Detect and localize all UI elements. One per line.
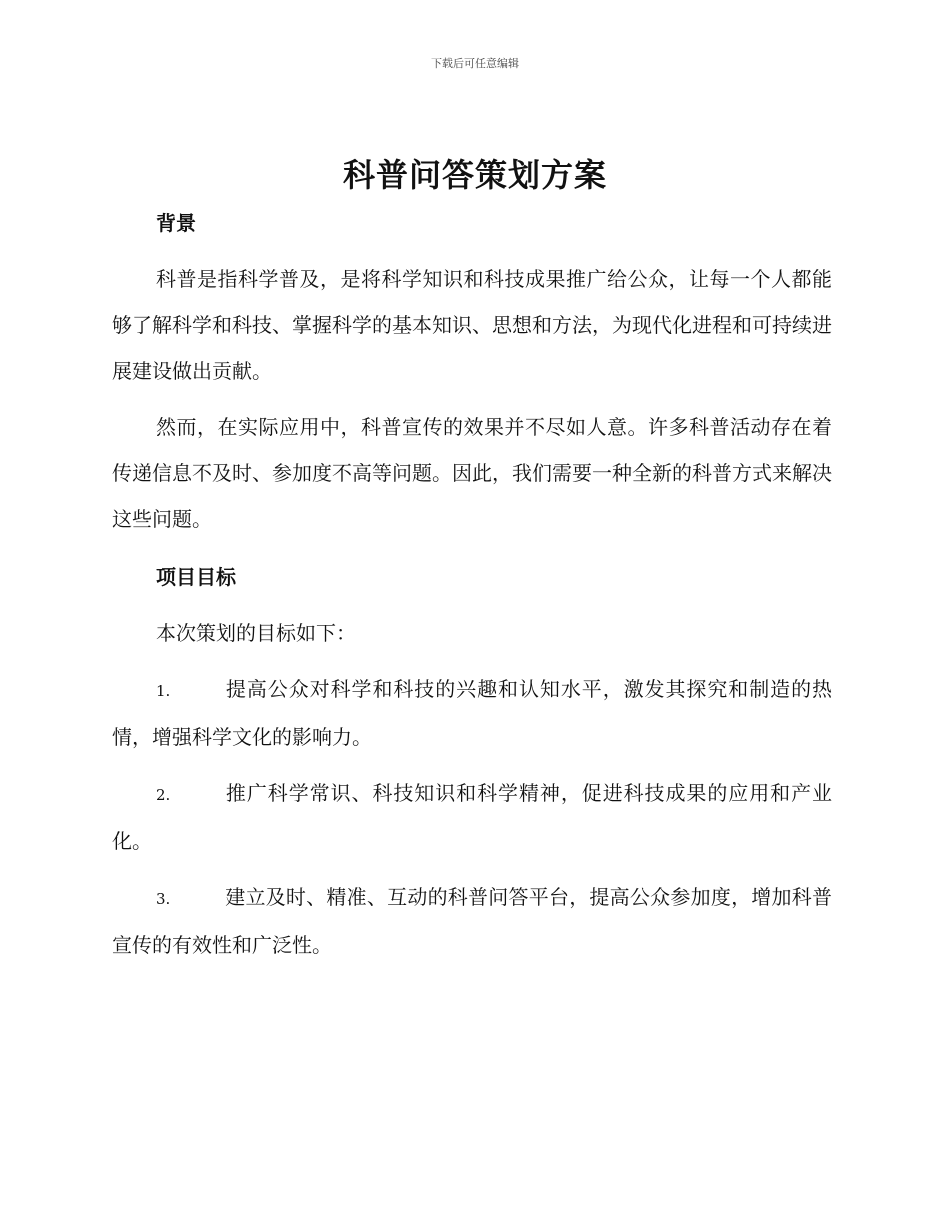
header-note: 下载后可任意编辑 xyxy=(431,57,519,70)
document-body xyxy=(112,200,832,968)
list-item-text: 推广科学常识、科技知识和科学精神，促进科技成果的应用和产业化。 xyxy=(112,781,832,853)
list-number: 1. xyxy=(156,682,171,700)
list-number: 3. xyxy=(156,890,171,908)
list-item-text: 建立及时、精准、互动的科普问答平台，提高公众参加度，增加科普宣传的有效性和广泛性。 xyxy=(112,885,832,957)
section-heading-goals: 项目目标 xyxy=(156,565,236,589)
list-item xyxy=(112,770,832,864)
list-item-text: 提高公众对科学和科技的兴趣和认知水平，激发其探究和制造的热情，增强科学文化的影响力。 xyxy=(112,677,832,749)
list-number: 2. xyxy=(156,786,171,804)
goals-intro: 本次策划的目标如下： xyxy=(156,621,356,645)
section-heading-background: 背景 xyxy=(156,211,196,235)
paragraph: 科普是指科学普及，是将科学知识和科技成果推广给公众，让每一个人都能够了解科学和科技、掌握科学的基本知识、思想和方法，为现代化进程和可持续进展建设做出贡献。 xyxy=(112,267,832,383)
list-item xyxy=(112,874,832,968)
list-item xyxy=(112,666,832,760)
document-title: 科普问答策划方案 xyxy=(342,156,607,194)
paragraph: 然而，在实际应用中，科普宣传的效果并不尽如人意。许多科普活动存在着传递信息不及时、参加度不高等问题。因此，我们需要一种全新的科普方式来解决这些问题。 xyxy=(112,415,832,531)
